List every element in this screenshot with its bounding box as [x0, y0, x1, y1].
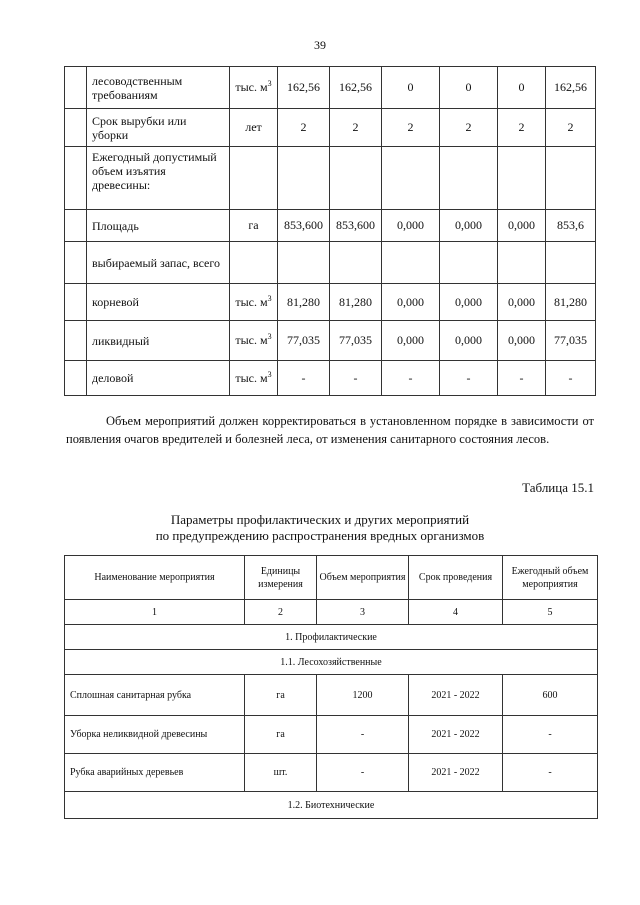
value-cell: 0 — [382, 67, 440, 109]
value-cell: 0,000 — [382, 210, 440, 242]
value-cell: 77,035 — [546, 321, 596, 361]
value-cell: 2 — [330, 109, 382, 147]
table-row — [65, 321, 596, 361]
table-row — [65, 716, 598, 754]
column-number: 1 — [65, 600, 245, 625]
value-cell: 0,000 — [498, 284, 546, 321]
correction-paragraph: Объем мероприятий должен корректироваться в установленном порядке в зависимости от появления очагов вредителей и болезней леса, от изменения санитарного состояния лесов. — [66, 414, 594, 446]
activity-name: Сплошная санитарная рубка — [65, 675, 245, 716]
unit-superscript: 3 — [267, 79, 272, 88]
table-row — [65, 284, 596, 321]
value-cell: 2 — [440, 109, 498, 147]
table-row — [65, 754, 598, 792]
activity-unit: га — [245, 716, 317, 754]
value-cell: 853,600 — [330, 210, 382, 242]
header-cell: Срок проведения — [409, 556, 503, 600]
value-cell — [330, 147, 382, 210]
activity-unit: шт. — [245, 754, 317, 792]
column-number: 3 — [317, 600, 409, 625]
value-cell: 0 — [498, 67, 546, 109]
header-cell: Ежегодный объем мероприятия — [503, 556, 598, 600]
value-cell: 0,000 — [440, 284, 498, 321]
value-cell: 81,280 — [330, 284, 382, 321]
value-cell: 0,000 — [440, 321, 498, 361]
header-cell: Объем мероприятия — [317, 556, 409, 600]
unit-text: лет — [245, 120, 262, 134]
activity-name: Уборка неликвидной древесины — [65, 716, 245, 754]
row-unit — [230, 109, 278, 147]
value-cell: 77,035 — [278, 321, 330, 361]
value-cell — [440, 147, 498, 210]
value-cell: 2 — [546, 109, 596, 147]
value-cell: - — [382, 361, 440, 396]
column-number: 4 — [409, 600, 503, 625]
table-caption — [0, 512, 640, 544]
activity-period: 2021 - 2022 — [409, 716, 503, 754]
activity-name: Рубка аварийных деревьев — [65, 754, 245, 792]
value-cell: 77,035 — [330, 321, 382, 361]
table-label: Таблица 15.1 — [522, 480, 594, 495]
header-cell: Единицы измерения — [245, 556, 317, 600]
value-cell — [546, 147, 596, 210]
value-cell: 162,56 — [330, 67, 382, 109]
index-cell — [65, 361, 87, 396]
unit-text: га — [248, 218, 259, 232]
value-cell: - — [498, 361, 546, 396]
row-unit — [230, 242, 278, 284]
row-name: ликвидный — [87, 321, 230, 361]
unit-superscript: 3 — [267, 332, 272, 341]
index-cell — [65, 210, 87, 242]
index-cell — [65, 147, 87, 210]
row-name: Ежегодный допустимый объем изъятия древесины: — [87, 147, 230, 210]
value-cell: 2 — [278, 109, 330, 147]
table-row — [65, 210, 596, 242]
value-cell: 81,280 — [278, 284, 330, 321]
table-row — [65, 147, 596, 210]
index-cell — [65, 242, 87, 284]
value-cell: - — [278, 361, 330, 396]
value-cell — [440, 242, 498, 284]
table-row — [65, 109, 596, 147]
pest-prevention-table — [64, 555, 598, 819]
value-cell: 2 — [498, 109, 546, 147]
activity-annual: - — [503, 754, 598, 792]
value-cell — [278, 242, 330, 284]
row-name: выбираемый запас, всего — [87, 242, 230, 284]
value-cell: 81,280 — [546, 284, 596, 321]
section-row — [65, 650, 598, 675]
table-row — [65, 675, 598, 716]
column-number: 5 — [503, 600, 598, 625]
value-cell: 2 — [382, 109, 440, 147]
header-cell: Наименование мероприятия — [65, 556, 245, 600]
row-unit — [230, 321, 278, 361]
value-cell: 162,56 — [278, 67, 330, 109]
caption-line-1: Параметры профилактических и других мероприятий — [170, 512, 470, 527]
section-row — [65, 792, 598, 819]
value-cell — [498, 242, 546, 284]
value-cell — [330, 242, 382, 284]
value-cell: 0,000 — [498, 210, 546, 242]
value-cell: - — [546, 361, 596, 396]
index-cell — [65, 284, 87, 321]
table-row — [65, 67, 596, 109]
activity-volume: - — [317, 754, 409, 792]
value-cell: 853,6 — [546, 210, 596, 242]
unit-superscript: 3 — [267, 293, 272, 303]
row-unit — [230, 210, 278, 242]
section-title: 1.2. Биотехнические — [65, 792, 598, 819]
row-name: лесоводственным требованиям — [87, 67, 230, 109]
value-cell — [546, 242, 596, 284]
activity-volume: - — [317, 716, 409, 754]
activity-volume: 1200 — [317, 675, 409, 716]
row-name: корневой — [87, 284, 230, 321]
activity-annual: - — [503, 716, 598, 754]
value-cell: - — [440, 361, 498, 396]
unit-text: тыс. м — [235, 80, 268, 94]
row-name: Срок вырубки или уборки — [87, 109, 230, 147]
value-cell: 162,56 — [546, 67, 596, 109]
column-number-row — [65, 600, 598, 625]
value-cell — [382, 242, 440, 284]
section-title: 1. Профилактические — [65, 625, 598, 650]
activity-period: 2021 - 2022 — [409, 675, 503, 716]
forest-volume-table — [64, 66, 596, 396]
column-number: 2 — [245, 600, 317, 625]
activity-annual: 600 — [503, 675, 598, 716]
section-row — [65, 625, 598, 650]
index-cell — [65, 109, 87, 147]
row-unit — [230, 67, 278, 109]
unit-text: тыс. м — [235, 370, 268, 385]
header-row — [65, 556, 598, 600]
unit-superscript: 3 — [267, 369, 272, 379]
index-cell — [65, 321, 87, 361]
row-name: Площадь — [87, 210, 230, 242]
row-unit — [230, 284, 278, 321]
page-number: 39 — [314, 38, 326, 52]
activity-unit: га — [245, 675, 317, 716]
section-title: 1.1. Лесохозяйственные — [65, 650, 598, 675]
value-cell — [498, 147, 546, 210]
value-cell — [382, 147, 440, 210]
unit-text: тыс. м — [235, 294, 268, 309]
table-row — [65, 242, 596, 284]
row-name: деловой — [87, 361, 230, 396]
unit-text: тыс. м — [235, 333, 268, 347]
value-cell: - — [330, 361, 382, 396]
value-cell: 0,000 — [382, 284, 440, 321]
row-unit — [230, 147, 278, 210]
index-cell — [65, 67, 87, 109]
value-cell — [278, 147, 330, 210]
caption-line-2: по предупреждению распространения вредных организмов — [155, 528, 485, 543]
table-row — [65, 361, 596, 396]
value-cell: 0,000 — [382, 321, 440, 361]
value-cell: 853,600 — [278, 210, 330, 242]
activity-period: 2021 - 2022 — [409, 754, 503, 792]
value-cell: 0 — [440, 67, 498, 109]
value-cell: 0,000 — [498, 321, 546, 361]
value-cell: 0,000 — [440, 210, 498, 242]
row-unit — [230, 361, 278, 396]
